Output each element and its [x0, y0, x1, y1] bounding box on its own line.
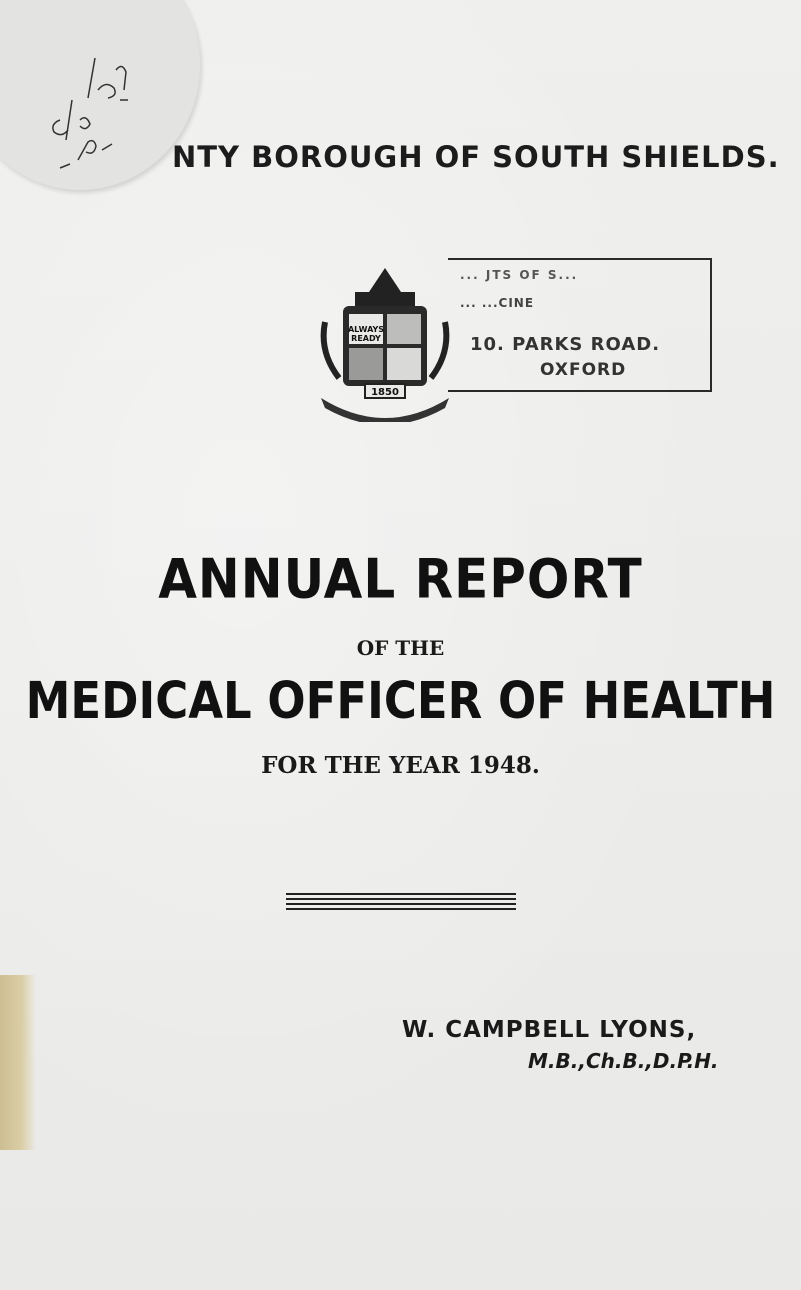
rule-line [286, 903, 516, 905]
author-name: W. CAMPBELL LYONS, [402, 1017, 697, 1043]
rule-line [286, 908, 516, 910]
stamp-line-2: ... ...CINE [460, 296, 535, 310]
of-the-text: OF THE [356, 636, 445, 660]
handwritten-scribble-icon [20, 40, 140, 180]
stamp-line-4: OXFORD [540, 360, 627, 380]
year-line: FOR THE YEAR 1948. [261, 752, 540, 779]
svg-text:READY: READY [351, 334, 381, 343]
annual-report-heading: ANNUAL REPORT [158, 547, 643, 611]
tape-stain [0, 975, 36, 1150]
stamp-line-3: 10. PARKS ROAD. [470, 334, 661, 355]
rule-line [286, 898, 516, 900]
svg-text:ALWAYS: ALWAYS [347, 325, 385, 334]
author-degrees: M.B.,Ch.B.,D.P.H. [528, 1049, 719, 1073]
decorative-rules [286, 893, 516, 913]
borough-crest-icon [315, 262, 455, 422]
stamp-line-1: ... JTS OF S... [460, 268, 579, 282]
svg-text:1850: 1850 [371, 387, 399, 398]
rule-line [286, 893, 516, 895]
borough-title: NTY BOROUGH OF SOUTH SHIELDS. [172, 140, 780, 174]
medical-officer-heading: MEDICAL OFFICER OF HEALTH [25, 670, 776, 731]
